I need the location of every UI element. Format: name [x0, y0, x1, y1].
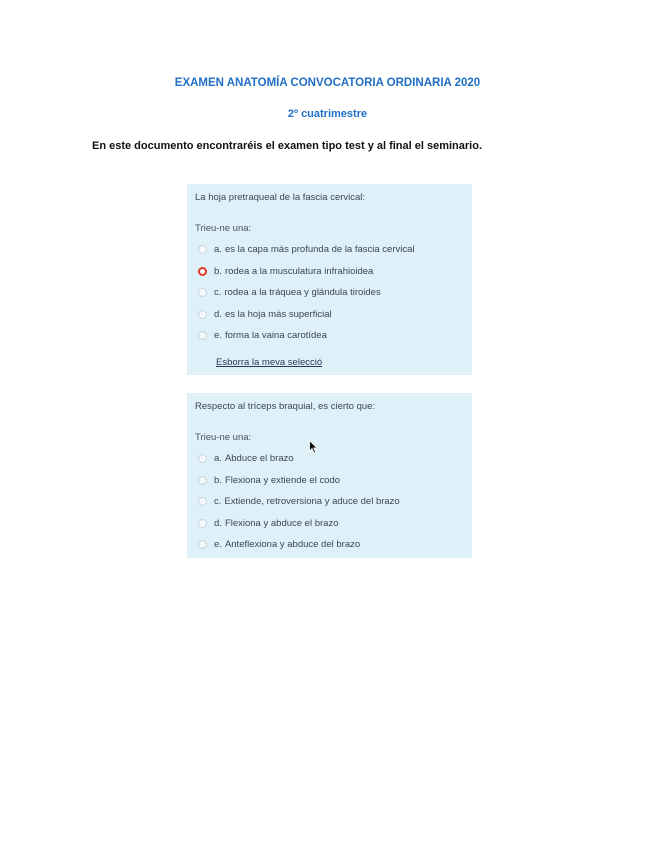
radio-button[interactable]	[198, 267, 207, 276]
answer-option-e[interactable]	[195, 325, 464, 347]
clear-selection-link[interactable]: Esborra la meva selecció	[216, 356, 323, 368]
answer-letter: e.	[214, 539, 222, 551]
answer-option-a[interactable]	[195, 239, 464, 261]
answer-letter: b.	[214, 474, 222, 486]
answer-text: Abduce el brazo	[224, 453, 294, 465]
answer-letter: b.	[214, 265, 222, 277]
answer-letter: d.	[214, 517, 222, 529]
answer-text: rodea a la musculatura infrahioidea	[224, 265, 374, 277]
question-card-2	[187, 393, 472, 558]
radio-button[interactable]	[198, 310, 207, 319]
intro-text: En este documento encontraréis el examen tipo test y al final el seminario.	[92, 140, 483, 152]
question-text: La hoja pretraqueal de la fascia cervical:	[195, 192, 366, 203]
answer-prompt: Trieu-ne una:	[195, 432, 252, 443]
radio-button[interactable]	[198, 497, 207, 506]
answer-prompt: Trieu-ne una:	[195, 223, 252, 234]
radio-button[interactable]	[198, 476, 207, 485]
answer-letter: c.	[214, 496, 222, 508]
question-text: Respecto al tríceps braquial, es cierto que:	[195, 401, 376, 412]
mouse-pointer-icon	[309, 440, 318, 454]
answer-text: Anteflexiona y abduce del brazo	[224, 539, 361, 551]
answer-list	[195, 448, 464, 556]
question-card-1	[187, 184, 472, 375]
radio-button[interactable]	[198, 245, 207, 254]
answer-text: Flexiona y extiende el codo	[224, 474, 341, 486]
radio-button[interactable]	[198, 288, 207, 297]
answer-option-c[interactable]	[195, 491, 464, 513]
answer-letter: d.	[214, 308, 222, 320]
radio-button[interactable]	[198, 331, 207, 340]
radio-button[interactable]	[198, 454, 207, 463]
answer-text: forma la vaina carotídea	[224, 330, 327, 342]
answer-option-b[interactable]	[195, 470, 464, 492]
answer-letter: e.	[214, 330, 222, 342]
answer-list	[195, 239, 464, 347]
answer-letter: a.	[214, 453, 222, 465]
answer-option-b[interactable]	[195, 261, 464, 283]
answer-option-a[interactable]	[195, 448, 464, 470]
answer-option-e[interactable]	[195, 534, 464, 556]
answer-option-c[interactable]	[195, 282, 464, 304]
radio-button[interactable]	[198, 540, 207, 549]
answer-letter: c.	[214, 287, 222, 299]
answer-text: es la capa más profunda de la fascia cervical	[224, 244, 415, 256]
answer-text: Extiende, retroversiona y aduce del brazo	[224, 496, 400, 508]
answer-option-d[interactable]	[195, 304, 464, 326]
answer-text: rodea a la tráquea y glándula tiroides	[224, 287, 381, 299]
radio-button[interactable]	[198, 519, 207, 528]
document-title: EXAMEN ANATOMÍA CONVOCATORIA ORDINARIA 2020	[174, 77, 481, 89]
document-subtitle: 2º cuatrimestre	[287, 108, 368, 120]
answer-option-d[interactable]	[195, 513, 464, 535]
answer-letter: a.	[214, 244, 222, 256]
answer-text: Flexiona y abduce el brazo	[224, 517, 339, 529]
answer-text: es la hoja más superficial	[224, 308, 332, 320]
